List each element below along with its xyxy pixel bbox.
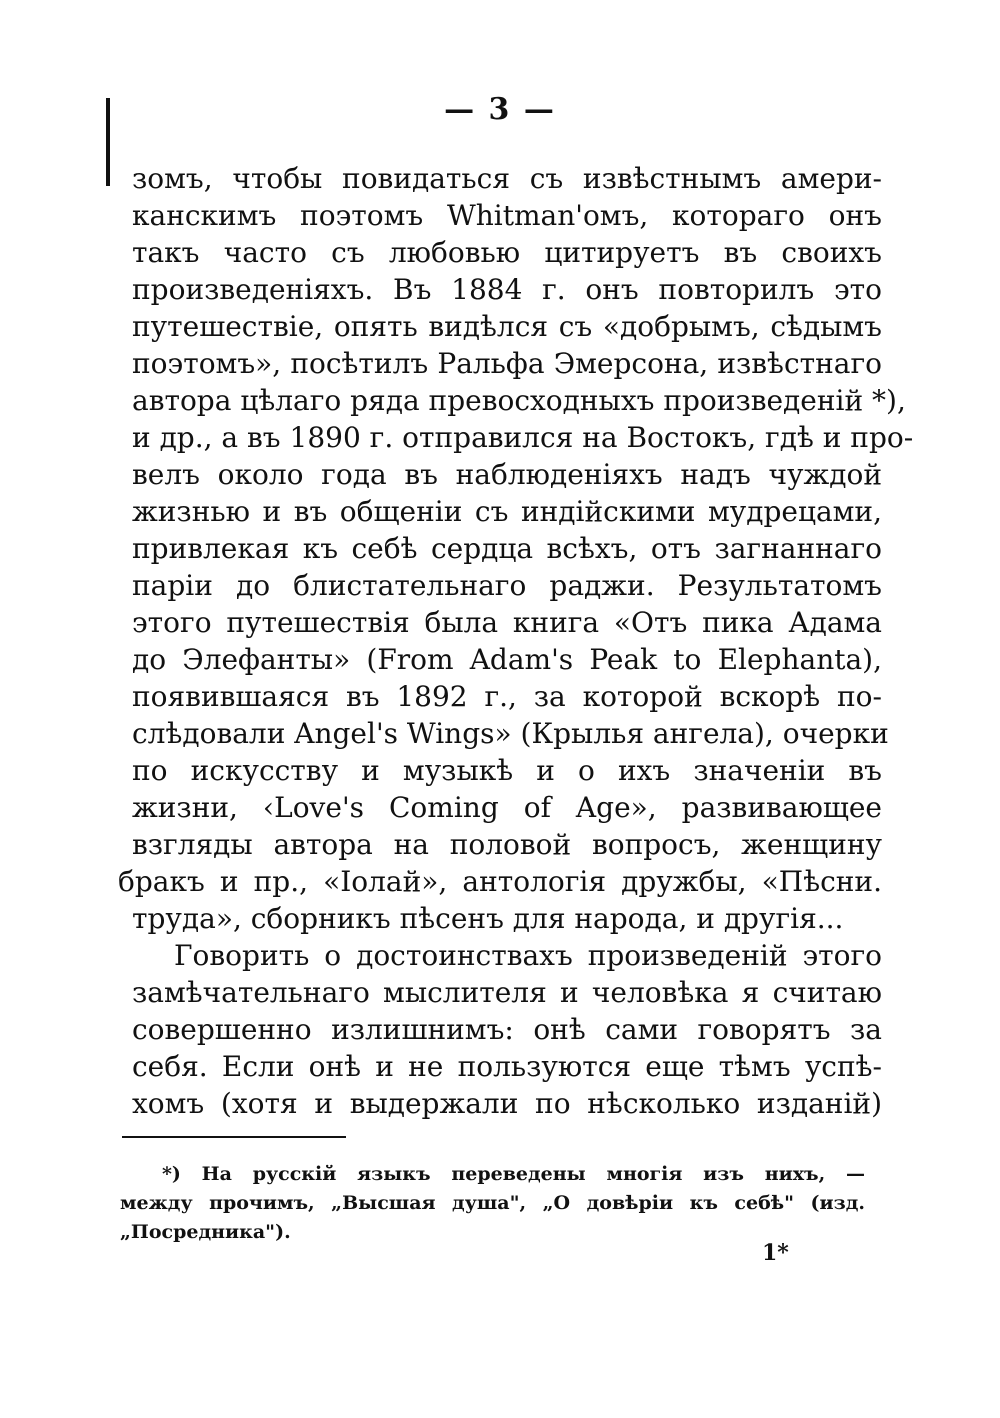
text-line: бракъ и пр., «Іолай», антологія дружбы, «Пѣсни.	[118, 865, 882, 898]
text-line: себя. Если онѣ и не пользуются еще тѣмъ успѣ-	[132, 1050, 882, 1083]
text-line: жизни, ‹Love's Coming of Age», развивающее	[132, 791, 882, 824]
footnote	[120, 1160, 865, 1247]
text-line: жизнью и въ общеніи съ индійскими мудрецами,	[132, 495, 882, 528]
text-line: автора цѣлаго ряда превосходныхъ произведеній *),	[132, 384, 906, 417]
text-line: по искусству и музыкѣ и о ихъ значеніи въ	[132, 754, 882, 787]
text-line: взгляды автора на половой вопросъ, женщину	[132, 828, 882, 861]
text-line: велъ около года въ наблюденіяхъ надъ чуждой	[132, 458, 882, 491]
text-line: слѣдовали Angel's Wings» (Крылья ангела), очерки	[132, 717, 889, 750]
signature-mark: 1*	[762, 1240, 789, 1266]
text-line: этого путешествія была книга «Отъ пика Адама	[132, 606, 882, 639]
text-line: замѣчательнаго мыслителя и человѣка я считаю	[132, 976, 882, 1009]
text-line: паріи до блистательнаго раджи. Результатомъ	[132, 569, 882, 602]
text-line: такъ часто съ любовью цитируетъ въ своихъ	[132, 236, 882, 269]
text-line: канскимъ поэтомъ Whitman'омъ, котораго онъ	[132, 199, 882, 232]
text-line: до Элефанты» (From Adam's Peak to Elephanta),	[132, 643, 882, 676]
footnote-line: „Посредника").	[120, 1221, 291, 1243]
text-line: произведеніяхъ. Въ 1884 г. онъ повторилъ это	[132, 273, 882, 306]
page-number: — 3 —	[444, 92, 556, 127]
body-text	[118, 160, 914, 1122]
text-line: труда», сборникъ пѣсенъ для народа, и другія...	[132, 902, 844, 935]
text-line: путешествіе, опять видѣлся съ «добрымъ, сѣдымъ	[132, 310, 882, 343]
text-line: Говорить о достоинствахъ произведеній этого	[174, 939, 882, 972]
text-line: и др., а въ 1890 г. отправился на Востокъ, гдѣ и про-	[132, 421, 914, 454]
text-line: привлекая къ себѣ сердца всѣхъ, отъ загнаннаго	[132, 532, 882, 565]
text-line: поэтомъ», посѣтилъ Ральфа Эмерсона, извѣстнаго	[132, 347, 882, 380]
text-line: хомъ (хотя и выдержали по нѣсколько изданій)	[132, 1087, 882, 1120]
text-line: появившаяся въ 1892 г., за которой вскорѣ по-	[132, 680, 882, 713]
footnote-line: между прочимъ, „Высшая душа", „О довѣріи къ себѣ" (изд.	[120, 1192, 865, 1214]
footnote-line: *) На русскій языкъ переведены многія изъ нихъ, —	[162, 1163, 865, 1185]
text-line: совершенно излишнимъ: онѣ сами говорятъ за	[132, 1013, 882, 1046]
footnote-rule	[122, 1136, 346, 1138]
text-line: зомъ, чтобы повидаться съ извѣстнымъ амери-	[132, 162, 882, 195]
